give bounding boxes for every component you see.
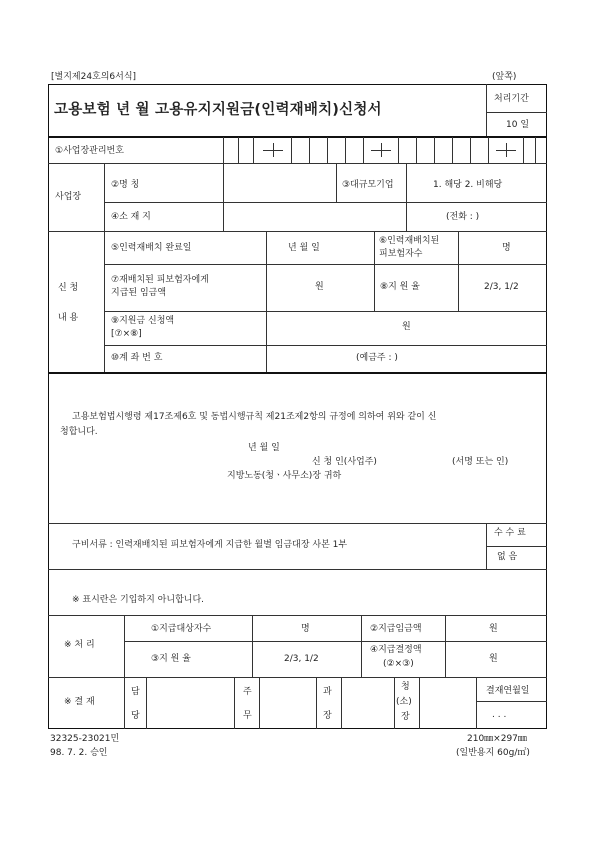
signature-label[interactable]: (서명 또는 인): [452, 457, 509, 467]
form-code: 32325-23021민: [50, 734, 120, 744]
wage-amount-label: ②지급임금액: [370, 624, 422, 634]
approval-head-2: (소): [396, 697, 412, 707]
page-side-label: (앞쪽): [492, 72, 517, 82]
account-number-label: ⑩계 좌 번 호: [111, 353, 163, 363]
approval-manager-sign[interactable]: [342, 678, 393, 728]
decided-amount-label-2: (②×③): [383, 659, 414, 669]
approval-chief-2: 무: [243, 711, 252, 721]
approval-date-label: 결재연월일: [486, 686, 530, 696]
wages-label-1: ⑦재배치된 피보험자에게: [111, 275, 209, 285]
target-count-label: ①지급대상자수: [151, 624, 212, 634]
approval-date-value[interactable]: . . .: [492, 710, 507, 720]
support-rate-label: ⑧지 원 율: [380, 282, 420, 292]
insured-count-label-2: 피보험자수: [379, 249, 423, 259]
approval-date-footer: 98. 7. 2. 승인: [50, 748, 108, 758]
approval-manager-2: 장: [323, 711, 332, 721]
business-label: 사업장: [55, 192, 82, 202]
redeploy-date-field[interactable]: 년 월 일: [288, 243, 320, 253]
approval-chief-sign[interactable]: [260, 678, 315, 728]
request-amount-unit[interactable]: 원: [402, 322, 411, 332]
form-title: 고용보험 년 월 고용유지지원금(인력재배치)신청서: [54, 102, 382, 118]
fee-label: 수 수 료: [494, 528, 526, 538]
approval-label: ※ 결 재: [64, 697, 95, 707]
redeploy-date-label: ⑤인력재배치 완료일: [111, 243, 192, 253]
request-amount-label-2: [⑦×⑧]: [111, 329, 142, 339]
note-text: ※ 표시란은 기입하지 아니합니다.: [72, 595, 205, 605]
content-label: 내 용: [58, 313, 79, 323]
paper-size: 210㎜×297㎜: [467, 734, 527, 744]
processing-period-value: 10 일: [506, 120, 530, 130]
approval-head-1: 청: [401, 682, 410, 692]
insured-count-label-1: ⑥인력재배치된: [379, 236, 440, 246]
form-number: [별지제24호의6서식]: [51, 72, 137, 82]
target-count-unit: 명: [301, 624, 310, 634]
name-label: ②명 칭: [111, 180, 140, 190]
wage-amount-unit: 원: [489, 624, 498, 634]
approval-chief-1: 주: [243, 687, 252, 697]
approval-head-3: 장: [401, 712, 410, 722]
decided-amount-label-1: ④지급결정액: [370, 645, 422, 655]
name-field[interactable]: [224, 164, 335, 202]
decided-amount-unit: 원: [489, 654, 498, 664]
address-label: ④소 재 지: [111, 212, 151, 222]
recipient-label: 지방노동(청ㆍ사무소)장 귀하: [227, 471, 342, 481]
large-company-label: ③대규모기업: [342, 180, 394, 190]
address-field[interactable]: [224, 203, 406, 231]
statement-date[interactable]: 년 월 일: [248, 443, 280, 453]
application-label: 신 청: [58, 283, 79, 293]
request-amount-label-1: ⑨지원금 신청액: [111, 316, 175, 326]
approval-staff-2: 당: [131, 711, 140, 721]
mgmt-number-label: ①사업장관리번호: [55, 146, 124, 156]
approval-staff-1: 담: [131, 687, 140, 697]
applicant-label: 신 청 인(사업주): [312, 457, 377, 467]
mgmt-number-boxes[interactable]: [223, 137, 547, 163]
paper-weight: (일반용지 60g/㎡): [456, 748, 530, 758]
approval-head-sign[interactable]: [420, 678, 475, 728]
insured-count-unit[interactable]: 명: [502, 243, 511, 253]
processing-label: ※ 처 리: [64, 640, 95, 650]
wages-label-2: 지급된 임금액: [111, 288, 167, 298]
required-documents: 구비서류 : 인력재배치된 피보험자에게 지급한 월별 임금대장 사본 1부: [72, 540, 348, 550]
wages-unit[interactable]: 원: [315, 282, 324, 292]
large-company-options[interactable]: 1. 해당 2. 비해당: [433, 180, 503, 190]
support-rate-value: 2/3, 1/2: [484, 282, 519, 292]
approval-staff-sign[interactable]: [147, 678, 233, 728]
processing-rate-value: 2/3, 1/2: [284, 654, 319, 664]
fee-value: 없 음: [497, 552, 518, 562]
phone-field[interactable]: (전화 : ): [446, 212, 480, 222]
processing-rate-label: ③지 원 율: [151, 654, 191, 664]
statement-line-2: 청합니다.: [60, 427, 98, 437]
account-holder-field[interactable]: (예금주 : ): [356, 353, 398, 363]
approval-manager-1: 과: [323, 687, 332, 697]
processing-period-label: 처리기간: [494, 94, 529, 104]
statement-line-1: 고용보험법시행령 제17조제6호 및 동법시행규칙 제21조제2항의 규정에 의하여 위와 같이 신: [72, 412, 437, 422]
